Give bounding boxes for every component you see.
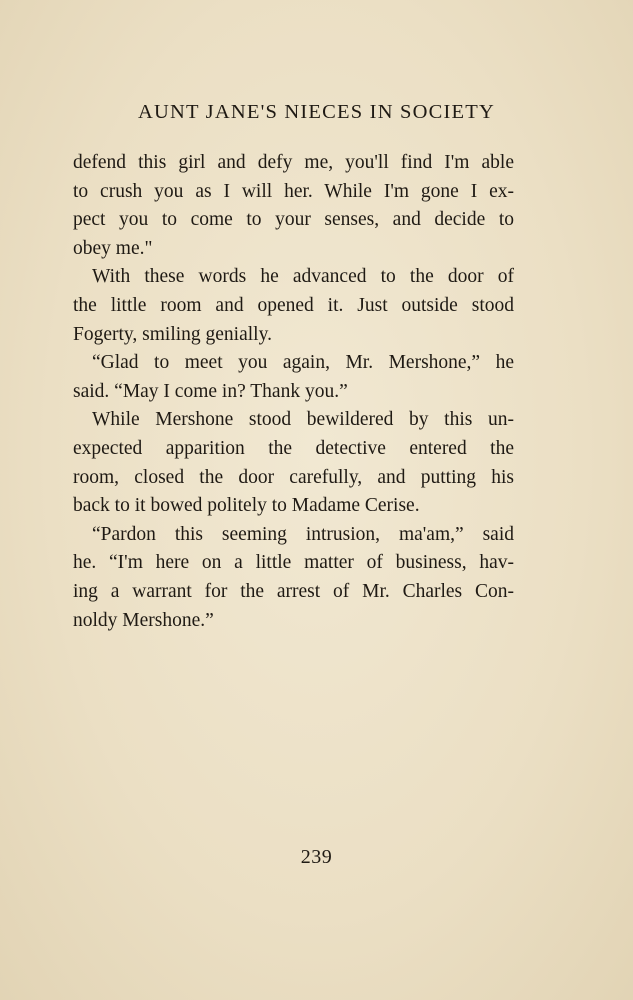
text-line: “Glad to meet you again, Mr. Mershone,” he <box>92 352 514 374</box>
text-line: While Mershone stood bewildered by this un- <box>92 409 514 431</box>
text-line: back to it bowed politely to Madame Cerise. <box>73 495 420 517</box>
text-line: the little room and opened it. Just outside stood <box>73 294 514 316</box>
text-line: noldy Mershone.” <box>73 609 214 631</box>
text-line: Fogerty, smiling genially. <box>73 323 272 345</box>
body-text <box>73 149 514 635</box>
running-head: AUNT JANE'S NIECES IN SOCIETY <box>137 101 495 123</box>
text-line: said. “May I come in? Thank you.” <box>73 380 348 402</box>
text-line: pect you to come to your senses, and decide to <box>73 209 514 231</box>
text-line: ing a warrant for the arrest of Mr. Charles Con- <box>73 580 514 602</box>
text-line: defend this girl and defy me, you'll find I'm able <box>73 152 514 173</box>
text-line: room, closed the door carefully, and putting his <box>73 466 514 488</box>
text-line: With these words he advanced to the door of <box>92 266 514 288</box>
text-line: “Pardon this seeming intrusion, ma'am,” said <box>92 523 514 545</box>
text-line: obey me." <box>73 237 153 259</box>
page-number: 239 <box>300 846 333 868</box>
text-line: to crush you as I will her. While I'm gone I ex- <box>73 180 514 202</box>
text-line: he. “I'm here on a little matter of business, hav- <box>73 552 514 574</box>
text-line: expected apparition the detective entered the <box>73 437 514 459</box>
